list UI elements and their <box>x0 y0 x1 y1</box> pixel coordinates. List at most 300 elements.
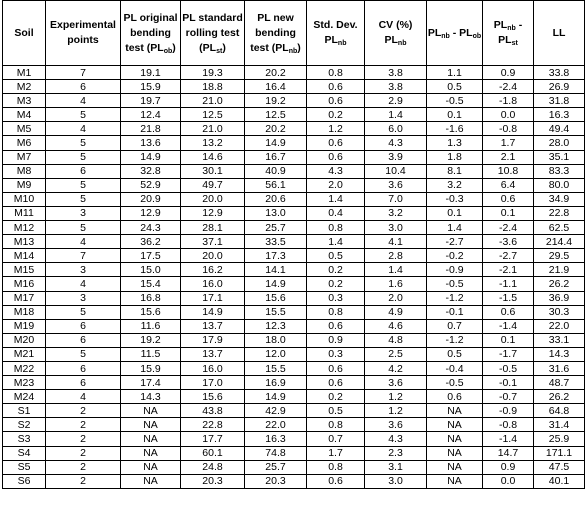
table-cell: 15.9 <box>121 361 181 375</box>
table-cell: 43.8 <box>181 404 245 418</box>
table-cell: 15.4 <box>121 277 181 291</box>
table-row <box>3 418 585 432</box>
table-cell: 21.0 <box>181 94 245 108</box>
table-cell: NA <box>427 432 483 446</box>
table-cell: 4.6 <box>365 319 427 333</box>
table-cell: -1.7 <box>483 347 534 361</box>
column-header-line: test $(PL_{ob})$ <box>125 41 176 55</box>
table-cell: 6 <box>46 376 121 390</box>
table-cell: 49.4 <box>534 122 585 136</box>
column-header <box>427 1 483 66</box>
table-cell: 4 <box>46 122 121 136</box>
table-cell: 3.8 <box>365 66 427 80</box>
table-cell: 0.5 <box>427 80 483 94</box>
table-cell: NA <box>427 446 483 460</box>
table-cell: 16.0 <box>181 361 245 375</box>
table-cell: -2.4 <box>483 221 534 235</box>
table-cell: 40.9 <box>245 164 307 178</box>
table-cell: 6 <box>46 333 121 347</box>
table-cell: 25.9 <box>534 432 585 446</box>
column-header-line: test $(PL_{nb})$ <box>250 41 301 55</box>
table-cell: 14.9 <box>245 277 307 291</box>
table-cell: 20.3 <box>245 474 307 488</box>
soil-id-cell: M18 <box>3 305 46 319</box>
table-row <box>3 108 585 122</box>
table-cell: 0.6 <box>307 80 365 94</box>
header-subscript: nb <box>397 40 407 47</box>
soil-plastic-limit-table <box>2 0 585 489</box>
column-header-line: Experimental <box>50 19 116 31</box>
table-cell: NA <box>121 446 181 460</box>
table-row <box>3 474 585 488</box>
table-cell: 1.4 <box>365 263 427 277</box>
table-row <box>3 361 585 375</box>
table-cell: -1.1 <box>483 277 534 291</box>
table-cell: 33.5 <box>245 235 307 249</box>
table-cell: 4.9 <box>365 305 427 319</box>
table-cell: 17.9 <box>181 333 245 347</box>
table-cell: 4.3 <box>307 164 365 178</box>
column-header-line: LL <box>552 26 566 39</box>
soil-id-cell: S4 <box>3 446 46 460</box>
table-cell: -0.5 <box>427 94 483 108</box>
table-cell: 5 <box>46 192 121 206</box>
soil-id-cell: M7 <box>3 150 46 164</box>
table-cell: 1.7 <box>307 446 365 460</box>
table-cell: 0.6 <box>307 150 365 164</box>
table-cell: 0.1 <box>483 206 534 220</box>
column-header-line: PL new <box>257 11 294 24</box>
soil-id-cell: S3 <box>3 432 46 446</box>
table-cell: -0.3 <box>427 192 483 206</box>
soil-id-cell: M19 <box>3 319 46 333</box>
table-cell: -2.1 <box>483 263 534 277</box>
table-cell: 22.8 <box>534 206 585 220</box>
soil-id-cell: M15 <box>3 263 46 277</box>
table-row <box>3 221 585 235</box>
table-body <box>3 66 585 489</box>
soil-id-cell: S6 <box>3 474 46 488</box>
table-cell: 7 <box>46 249 121 263</box>
table-cell: 5 <box>46 221 121 235</box>
column-header-line: rolling test <box>185 26 240 39</box>
table-cell: -0.1 <box>427 305 483 319</box>
column-header-line: $PL_{nb}$ <box>324 34 347 47</box>
table-cell: 4.1 <box>365 235 427 249</box>
table-cell: 15.6 <box>181 390 245 404</box>
table-cell: 12.5 <box>181 108 245 122</box>
table-cell: 2.0 <box>365 291 427 305</box>
column-header-line: $(PL_{st})$ <box>199 41 226 55</box>
table-cell: -0.5 <box>483 361 534 375</box>
table-cell: 4.2 <box>365 361 427 375</box>
table-row <box>3 249 585 263</box>
table-cell: -2.7 <box>427 235 483 249</box>
table-cell: 0.8 <box>307 305 365 319</box>
table-cell: 2.9 <box>365 94 427 108</box>
soil-id-cell: M6 <box>3 136 46 150</box>
table-cell: 19.1 <box>121 66 181 80</box>
table-row <box>3 305 585 319</box>
header-subscript: ob <box>472 32 482 40</box>
table-cell: 2.5 <box>365 347 427 361</box>
table-row <box>3 235 585 249</box>
table-cell: 2.1 <box>483 150 534 164</box>
column-header-line: $PL_{nb} - PL_{ob}$ <box>427 26 482 40</box>
table-cell: 49.7 <box>181 178 245 192</box>
table-cell: 17.5 <box>121 249 181 263</box>
table-cell: 0.7 <box>307 432 365 446</box>
table-cell: 0.4 <box>307 206 365 220</box>
soil-id-cell: M16 <box>3 277 46 291</box>
table-cell: 16.0 <box>181 277 245 291</box>
table-cell: -0.7 <box>483 390 534 404</box>
table-cell: 16.3 <box>534 108 585 122</box>
table-cell: 20.2 <box>245 66 307 80</box>
soil-id-cell: M2 <box>3 80 46 94</box>
table-cell: 20.3 <box>181 474 245 488</box>
table-cell: 5 <box>46 150 121 164</box>
table-row <box>3 291 585 305</box>
table-cell: 1.7 <box>483 136 534 150</box>
header-subscript: nb <box>441 32 450 40</box>
table-cell: 80.0 <box>534 178 585 192</box>
table-row <box>3 404 585 418</box>
table-cell: 214.4 <box>534 235 585 249</box>
table-cell: 1.1 <box>427 66 483 80</box>
table-cell: -2.4 <box>483 80 534 94</box>
table-cell: 15.0 <box>121 263 181 277</box>
table-row <box>3 80 585 94</box>
table-row <box>3 390 585 404</box>
soil-id-cell: M4 <box>3 108 46 122</box>
table-cell: 25.7 <box>245 460 307 474</box>
table-cell: 14.1 <box>245 263 307 277</box>
table-cell: 31.4 <box>534 418 585 432</box>
table-cell: 2.8 <box>365 249 427 263</box>
table-cell: 11.5 <box>121 347 181 361</box>
table-cell: -0.8 <box>483 418 534 432</box>
table-cell: 0.9 <box>483 460 534 474</box>
table-cell: 14.9 <box>181 305 245 319</box>
table-cell: 16.2 <box>181 263 245 277</box>
table-cell: 1.6 <box>365 277 427 291</box>
table-cell: 5 <box>46 305 121 319</box>
table-cell: 15.5 <box>245 305 307 319</box>
table-cell: 0.6 <box>483 305 534 319</box>
table-cell: 6 <box>46 361 121 375</box>
table-cell: 30.3 <box>534 305 585 319</box>
table-cell: 4 <box>46 94 121 108</box>
soil-id-cell: M9 <box>3 178 46 192</box>
table-cell: 3.2 <box>427 178 483 192</box>
table-cell: 17.7 <box>181 432 245 446</box>
table-cell: 42.9 <box>245 404 307 418</box>
table-cell: 20.0 <box>181 249 245 263</box>
table-cell: 56.1 <box>245 178 307 192</box>
table-cell: 0.8 <box>307 221 365 235</box>
table-cell: 3.1 <box>365 460 427 474</box>
table-cell: NA <box>121 474 181 488</box>
table-cell: 0.1 <box>483 333 534 347</box>
column-header <box>245 1 307 66</box>
table-row <box>3 319 585 333</box>
table-cell: 14.9 <box>121 150 181 164</box>
table-cell: 32.8 <box>121 164 181 178</box>
table-cell: 1.2 <box>365 404 427 418</box>
table-row <box>3 446 585 460</box>
table-cell: 26.9 <box>534 80 585 94</box>
table-cell: 0.0 <box>483 108 534 122</box>
table-cell: -0.8 <box>483 122 534 136</box>
table-row <box>3 178 585 192</box>
table-cell: 13.7 <box>181 319 245 333</box>
table-cell: NA <box>427 474 483 488</box>
table-cell: 2.0 <box>307 178 365 192</box>
table-cell: 13.6 <box>121 136 181 150</box>
table-cell: 22.0 <box>534 319 585 333</box>
table-cell: 0.3 <box>307 291 365 305</box>
table-cell: 60.1 <box>181 446 245 460</box>
table-row <box>3 460 585 474</box>
table-row <box>3 376 585 390</box>
table-cell: 5 <box>46 178 121 192</box>
table-cell: 0.9 <box>307 333 365 347</box>
table-cell: 40.1 <box>534 474 585 488</box>
table-row <box>3 206 585 220</box>
table-cell: 0.8 <box>307 460 365 474</box>
column-header-line: PL original <box>123 11 178 24</box>
table-cell: 4.3 <box>365 432 427 446</box>
table-cell: 1.4 <box>307 192 365 206</box>
soil-id-cell: M22 <box>3 361 46 375</box>
table-cell: 16.9 <box>245 376 307 390</box>
table-cell: 0.2 <box>307 108 365 122</box>
table-cell: 12.4 <box>121 108 181 122</box>
table-cell: 0.1 <box>427 206 483 220</box>
table-cell: 20.6 <box>245 192 307 206</box>
table-cell: 0.6 <box>307 474 365 488</box>
table-row <box>3 136 585 150</box>
table-cell: 14.7 <box>483 446 534 460</box>
soil-id-cell: M17 <box>3 291 46 305</box>
table-cell: -1.6 <box>427 122 483 136</box>
column-header <box>534 1 585 66</box>
table-cell: 13.2 <box>181 136 245 150</box>
table-cell: 2 <box>46 432 121 446</box>
table-cell: 0.2 <box>307 263 365 277</box>
table-cell: 0.3 <box>307 347 365 361</box>
table-row <box>3 263 585 277</box>
table-cell: 16.4 <box>245 80 307 94</box>
table-cell: 10.4 <box>365 164 427 178</box>
table-cell: 12.3 <box>245 319 307 333</box>
soil-id-cell: M11 <box>3 206 46 220</box>
soil-id-cell: M10 <box>3 192 46 206</box>
table-cell: 6 <box>46 319 121 333</box>
table-cell: 64.8 <box>534 404 585 418</box>
table-cell: 74.8 <box>245 446 307 460</box>
column-header <box>3 1 46 66</box>
table-cell: 28.0 <box>534 136 585 150</box>
table-cell: 0.6 <box>307 136 365 150</box>
column-header-line: PL standard <box>182 11 243 24</box>
table-cell: 19.3 <box>181 66 245 80</box>
table-cell: 13.0 <box>245 206 307 220</box>
table-cell: -2.7 <box>483 249 534 263</box>
soil-id-cell: M21 <box>3 347 46 361</box>
column-header <box>181 1 245 66</box>
table-cell: 15.5 <box>245 361 307 375</box>
table-cell: 6.4 <box>483 178 534 192</box>
header-subscript: st <box>511 40 518 47</box>
table-cell: -1.5 <box>483 291 534 305</box>
table-cell: 18.8 <box>181 80 245 94</box>
table-cell: -0.2 <box>427 249 483 263</box>
table-cell: 33.1 <box>534 333 585 347</box>
table-cell: 17.4 <box>121 376 181 390</box>
table-cell: 3.9 <box>365 150 427 164</box>
table-cell: 15.9 <box>121 80 181 94</box>
table-cell: NA <box>121 432 181 446</box>
table-cell: 3.8 <box>365 80 427 94</box>
table-cell: 62.5 <box>534 221 585 235</box>
soil-id-cell: M23 <box>3 376 46 390</box>
header-subscript: ob <box>163 47 173 55</box>
table-cell: 0.0 <box>483 474 534 488</box>
table-cell: 5 <box>46 347 121 361</box>
table-cell: -1.2 <box>427 333 483 347</box>
table-cell: 2 <box>46 460 121 474</box>
table-cell: 31.8 <box>534 94 585 108</box>
table-cell: 34.9 <box>534 192 585 206</box>
table-cell: 1.4 <box>365 108 427 122</box>
table-cell: 5 <box>46 136 121 150</box>
table-cell: NA <box>121 460 181 474</box>
table-cell: 22.0 <box>245 418 307 432</box>
soil-id-cell: M1 <box>3 66 46 80</box>
table-cell: 25.7 <box>245 221 307 235</box>
table-cell: 14.9 <box>245 136 307 150</box>
table-cell: 3 <box>46 291 121 305</box>
table-cell: 12.0 <box>245 347 307 361</box>
table-cell: -0.4 <box>427 361 483 375</box>
table-cell: -0.5 <box>427 277 483 291</box>
table-cell: 7.0 <box>365 192 427 206</box>
table-cell: 17.1 <box>181 291 245 305</box>
table-cell: 3.0 <box>365 221 427 235</box>
table-cell: 11.6 <box>121 319 181 333</box>
table-cell: 1.4 <box>427 221 483 235</box>
table-cell: 4 <box>46 390 121 404</box>
table-cell: 12.9 <box>121 206 181 220</box>
table-cell: 1.2 <box>307 122 365 136</box>
table-cell: 1.8 <box>427 150 483 164</box>
soil-id-cell: S5 <box>3 460 46 474</box>
table-cell: 29.5 <box>534 249 585 263</box>
soil-id-cell: S1 <box>3 404 46 418</box>
table-cell: 3.2 <box>365 206 427 220</box>
table-cell: 21.8 <box>121 122 181 136</box>
column-header <box>483 1 534 66</box>
table-cell: 0.9 <box>483 66 534 80</box>
table-row <box>3 432 585 446</box>
table-cell: 21.0 <box>181 122 245 136</box>
table-cell: 37.1 <box>181 235 245 249</box>
table-cell: 3.6 <box>365 178 427 192</box>
soil-id-cell: S2 <box>3 418 46 432</box>
soil-id-cell: M20 <box>3 333 46 347</box>
table-cell: 4.8 <box>365 333 427 347</box>
table-cell: 3 <box>46 206 121 220</box>
table-cell: -1.4 <box>483 432 534 446</box>
table-cell: 6 <box>46 80 121 94</box>
column-header-line: bending <box>255 26 296 39</box>
table-cell: 2 <box>46 418 121 432</box>
column-header <box>365 1 427 66</box>
table-cell: -3.6 <box>483 235 534 249</box>
table-cell: NA <box>121 404 181 418</box>
table-cell: NA <box>121 418 181 432</box>
column-header-line: bending <box>130 26 171 39</box>
table-cell: 16.3 <box>245 432 307 446</box>
table-cell: 0.2 <box>307 277 365 291</box>
table-cell: 0.6 <box>307 319 365 333</box>
table-cell: 0.6 <box>483 192 534 206</box>
table-cell: 24.8 <box>181 460 245 474</box>
table-cell: -0.9 <box>483 404 534 418</box>
soil-id-cell: M8 <box>3 164 46 178</box>
table-cell: 10.8 <box>483 164 534 178</box>
table-cell: 2 <box>46 474 121 488</box>
soil-id-cell: M3 <box>3 94 46 108</box>
table-cell: -1.4 <box>483 319 534 333</box>
table-row <box>3 333 585 347</box>
table-cell: 1.4 <box>307 235 365 249</box>
table-cell: 15.6 <box>245 291 307 305</box>
table-cell: 14.3 <box>534 347 585 361</box>
table-cell: 19.2 <box>245 94 307 108</box>
table-row <box>3 94 585 108</box>
table-cell: 8.1 <box>427 164 483 178</box>
table-cell: 36.9 <box>534 291 585 305</box>
column-header-line: Soil <box>14 26 34 39</box>
column-header-line: Std. Dev. <box>313 19 358 31</box>
table-cell: 7 <box>46 66 121 80</box>
table-cell: 0.6 <box>307 94 365 108</box>
table-cell: 36.2 <box>121 235 181 249</box>
table-cell: 6 <box>46 164 121 178</box>
table-cell: 4.3 <box>365 136 427 150</box>
table-cell: 0.6 <box>427 390 483 404</box>
table-cell: 33.8 <box>534 66 585 80</box>
table-cell: 2 <box>46 446 121 460</box>
table-cell: 16.7 <box>245 150 307 164</box>
table-cell: 17.0 <box>181 376 245 390</box>
table-cell: 5 <box>46 108 121 122</box>
table-cell: 24.3 <box>121 221 181 235</box>
table-cell: 3.6 <box>365 418 427 432</box>
table-cell: 3.0 <box>365 474 427 488</box>
soil-id-cell: M12 <box>3 221 46 235</box>
table-cell: 26.2 <box>534 277 585 291</box>
column-header <box>121 1 181 66</box>
table-cell: 31.6 <box>534 361 585 375</box>
table-cell: 2.3 <box>365 446 427 460</box>
table-cell: 18.0 <box>245 333 307 347</box>
header-subscript: nb <box>507 25 516 32</box>
table-cell: 12.5 <box>245 108 307 122</box>
